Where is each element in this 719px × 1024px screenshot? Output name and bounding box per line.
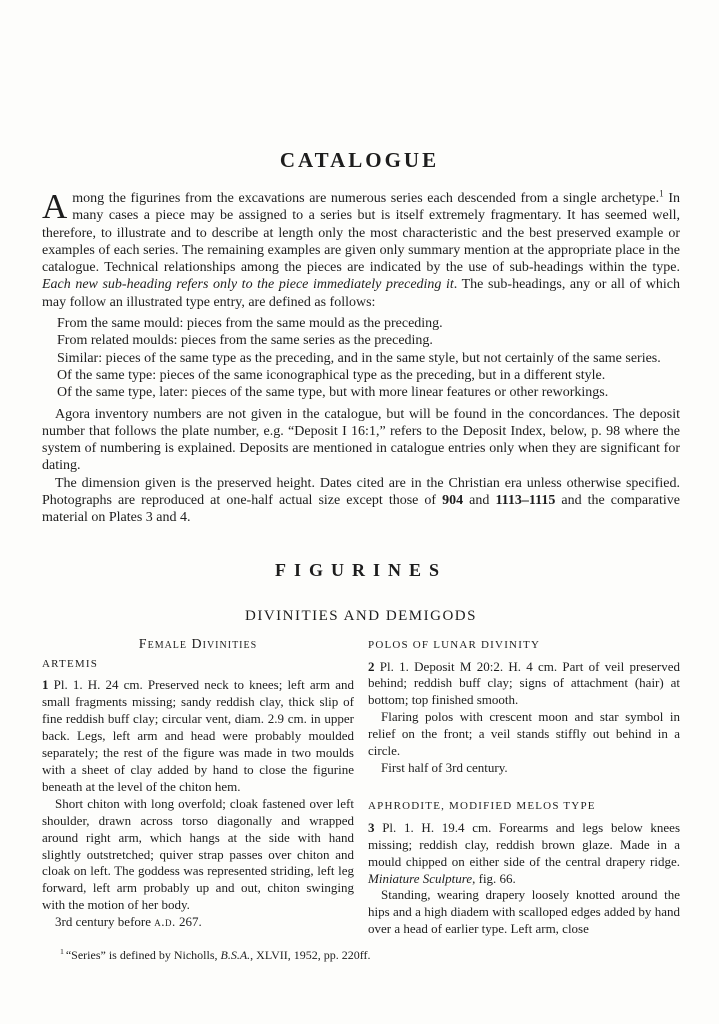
page-title: CATALOGUE	[279, 148, 440, 172]
definition-item: From the same mould: pieces from the same mould as the preceding.	[57, 316, 443, 332]
definition-list	[57, 315, 680, 401]
divinities-subheading: DIVINITIES AND DEMIGODS	[245, 607, 477, 624]
footnote: $^1$ “Series” is defined by Nicholls, B.S.A., XLVII, 1952, pp. 220ff.	[60, 947, 371, 963]
polos-paragraph-2: Flaring polos with crescent moon and star symbol in relief on the front; a veil stands stiffly out behind in a circle.	[368, 709, 680, 759]
catalogue-entry-polos	[368, 659, 680, 777]
figurines-heading: FIGURINES	[274, 559, 448, 580]
polos-paragraph-1: 2 Pl. 1. Deposit M 20:2. H. 4 cm. Part of veil preserved behind; reddish buff clay; signs of attachment (hair) at bottom; top finished smooth.	[368, 658, 681, 708]
left-column	[42, 637, 354, 939]
intro-paragraph	[42, 187, 680, 311]
intro-paragraph-text: mong the figurines from the excavations are numerous series each descended from a single archetype.$^1$ In many cases a piece may be assigned to a series but is itself extremely fragmentary. It has seemed well, therefore, to illustrate and to describe at length only the most characteristic and the best preserved example or examples of each series. The remaining examples are given only summary mention at the appropriate place in the catalogue. Technical relationships among the pieces are indicated by the use of sub-headings within the type. Each new sub-heading refers only to the piece immediately preceding it. The sub-headings, any or all of which may follow an illustrated type entry, are defined as follows:	[42, 188, 680, 310]
polos-date-line: First half of 3rd century.	[381, 759, 508, 775]
aphrodite-heading: APHRODITE, MODIFIED MELOS TYPE	[368, 799, 596, 812]
dimension-paragraph: The dimension given is the preserved height. Dates cited are in the Christian era unless otherwise specified. Photographs are reproduced at one-half actual size except those of 904 and 1113–1115 and the comparative material on Plates 3 and 4.	[42, 475, 680, 526]
catalogue-columns	[42, 637, 680, 939]
catalogue-entry-artemis	[42, 677, 354, 931]
drop-cap: A	[42, 187, 68, 226]
artemis-paragraph-1: 1 Pl. 1. H. 24 cm. Preserved neck to knees; left arm and small fragments missing; sandy reddish clay, thick slip of fine reddish buff clay; circular vent, diam. 2.9 cm. in upper back. Legs, left arm and head were probably moulded separately; the rest of the figure was made in two moulds with a sheet of clay added by hand to close the figurine beneath at the level of the chiton hem.	[42, 677, 354, 794]
agora-paragraph: Agora inventory numbers are not given in the catalogue, but will be found in the concordances. The deposit number that follows the plate number, e.g. “Deposit I 16:1,” refers to the Deposit Index, below, p. 98 where the system of numbering is explained. Deposits are mentioned in catalogue entries only when they are significant for dating.	[42, 406, 680, 474]
polos-heading: POLOS OF LUNAR DIVINITY	[368, 638, 541, 651]
definition-item: Similar: pieces of the same type as the preceding, and in the same style, but not certainly of the same series.	[57, 350, 661, 366]
female-divinities-heading: Female Divinities	[138, 636, 258, 652]
aphrodite-paragraph-1: 3 Pl. 1. H. 19.4 cm. Forearms and legs below knees missing; reddish clay, reddish brown glaze. Made in a mould chipped on either side of the central drapery ridge. Miniature Sculpture, fig. 66.	[368, 819, 681, 886]
definition-item: From related moulds: pieces from the same series as the preceding.	[57, 333, 433, 349]
aphrodite-paragraph-2: Standing, wearing drapery loosely knotted around the hips and a high diadem with scalloped edges added by hand over a head of earlier type. Left arm, close	[368, 887, 680, 937]
definition-item: Of the same type: pieces of the same iconographical type as the preceding, but in a different style.	[57, 367, 606, 383]
right-column	[368, 637, 680, 939]
intro-section	[42, 187, 680, 527]
artemis-heading: ARTEMIS	[42, 657, 99, 670]
page-content	[0, 187, 719, 963]
artemis-date-line: 3rd century before a.d. 267.	[55, 914, 202, 930]
catalogue-entry-aphrodite	[368, 820, 680, 938]
definition-item: Of the same type, later: pieces of the same type, but with more linear features or other reworkings.	[57, 385, 609, 401]
artemis-paragraph-2: Short chiton with long overfold; cloak fastened over left shoulder, drawn across torso diagonally and wrapped around right arm, which hangs at the side with hand slightly outstretched; quiver strap passes over chiton and cloak on left. The goddess was represented striding, left leg forward, left arm probably up and out, chiton swinging with the motion of her body.	[42, 795, 354, 913]
